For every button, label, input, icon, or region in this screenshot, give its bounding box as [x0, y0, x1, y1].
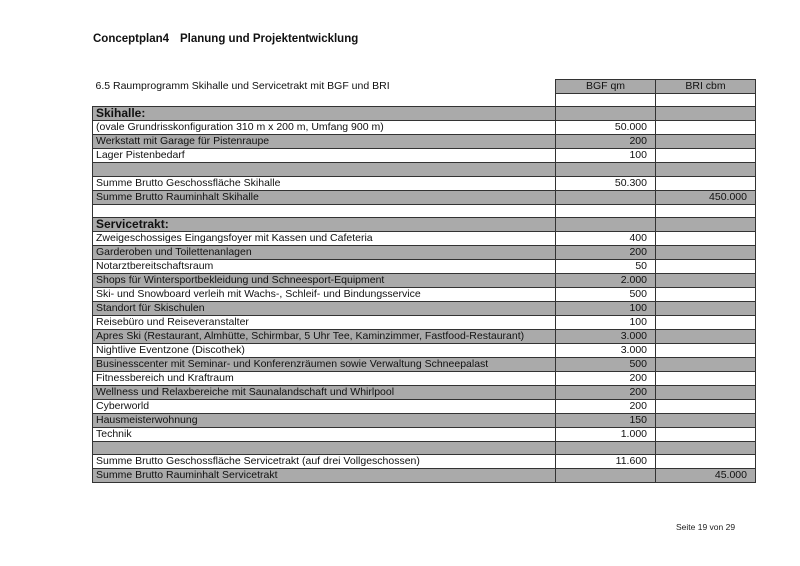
row-bri: [656, 399, 756, 413]
row-label: Businesscenter mit Seminar- und Konferenzräumen sowie Verwaltung Schneepalast: [93, 357, 556, 371]
row-bgf: 11.600: [556, 455, 656, 469]
row-label: Summe Brutto Geschossfläche Servicetrakt (auf drei Vollgeschossen): [93, 455, 556, 469]
document-subtitle: Planung und Projektentwicklung: [180, 33, 359, 45]
row-bri: [656, 301, 756, 315]
row-bgf: 50: [556, 259, 656, 273]
table-row: [93, 149, 756, 163]
row-bgf: 400: [556, 231, 656, 245]
row-bri: 450.000: [656, 190, 756, 204]
row-label: Shops für Wintersportbekleidung und Schneesport-Equipment: [93, 273, 556, 287]
document-name: Conceptplan4: [93, 33, 170, 45]
row-bri: [656, 413, 756, 427]
row-bgf: [556, 94, 656, 107]
row-bri: [656, 259, 756, 273]
table-row: [93, 301, 756, 315]
row-bgf: 200: [556, 371, 656, 385]
table-title: 6.5 Raumprogramm Skihalle und Servicetrakt mit BGF und BRI: [93, 80, 556, 94]
row-label: Cyberworld: [93, 399, 556, 413]
row-bgf: 200: [556, 399, 656, 413]
row-bri: [656, 273, 756, 287]
row-bgf: [556, 441, 656, 454]
row-bri: [656, 427, 756, 441]
row-bri: [656, 329, 756, 343]
table-row: [93, 135, 756, 149]
table-row: [93, 455, 756, 469]
row-bri: [656, 217, 756, 231]
column-header-bri: BRI cbm: [656, 80, 756, 94]
row-label: Werkstatt mit Garage für Pistenraupe: [93, 135, 556, 149]
row-bgf: 200: [556, 135, 656, 149]
row-bgf: 3.000: [556, 343, 656, 357]
row-bgf: 3.000: [556, 329, 656, 343]
table-row: [93, 259, 756, 273]
table-row: [93, 273, 756, 287]
row-bgf: 200: [556, 245, 656, 259]
row-bri: [656, 231, 756, 245]
row-bgf: 200: [556, 385, 656, 399]
table-row: [93, 287, 756, 301]
table-row: [93, 371, 756, 385]
page-number: Seite 19 von 29: [676, 522, 736, 532]
column-header-bgf: BGF qm: [556, 80, 656, 94]
row-label: [93, 441, 556, 454]
row-bri: [656, 94, 756, 107]
row-label: Nightlive Eventzone (Discothek): [93, 343, 556, 357]
table-row: [93, 413, 756, 427]
row-bri: [656, 204, 756, 217]
row-bri: [656, 343, 756, 357]
row-bri: [656, 245, 756, 259]
row-bgf: 500: [556, 357, 656, 371]
row-bri: [656, 121, 756, 135]
row-bgf: 2.000: [556, 273, 656, 287]
row-label: Standort für Skischulen: [93, 301, 556, 315]
row-label: Summe Brutto Geschossfläche Skihalle: [93, 176, 556, 190]
row-bgf: [556, 217, 656, 231]
row-bgf: 50.000: [556, 121, 656, 135]
table-row: [93, 190, 756, 204]
table-row: [93, 176, 756, 190]
row-label: Hausmeisterwohnung: [93, 413, 556, 427]
row-label: Servicetrakt:: [93, 217, 556, 231]
row-label: Technik: [93, 427, 556, 441]
row-bgf: 500: [556, 287, 656, 301]
table-row: [93, 329, 756, 343]
row-label: Lager Pistenbedarf: [93, 149, 556, 163]
row-bgf: 100: [556, 301, 656, 315]
row-bri: [656, 149, 756, 163]
table-row: [93, 231, 756, 245]
row-bri: [656, 455, 756, 469]
table-row: [93, 121, 756, 135]
row-label: Reisebüro und Reiseveranstalter: [93, 315, 556, 329]
section-header-row: [93, 217, 756, 231]
row-bgf: [556, 469, 656, 483]
row-label: [93, 94, 556, 107]
row-label: [93, 163, 556, 176]
row-bri: [656, 287, 756, 301]
table-row: [93, 385, 756, 399]
row-label: Garderoben und Toilettenanlagen: [93, 245, 556, 259]
row-bri: [656, 176, 756, 190]
table-row: [93, 357, 756, 371]
row-bri: [656, 385, 756, 399]
table-row: [93, 94, 756, 107]
row-bri: [656, 371, 756, 385]
table-row: [93, 315, 756, 329]
row-bgf: 1.000: [556, 427, 656, 441]
row-bgf: [556, 204, 656, 217]
row-label: Wellness und Relaxbereiche mit Saunalandschaft und Whirlpool: [93, 385, 556, 399]
table-row: [93, 441, 756, 454]
table-header-row: [93, 80, 756, 94]
table-row: [93, 163, 756, 176]
table-row: [93, 399, 756, 413]
row-bgf: [556, 107, 656, 121]
row-bgf: 150: [556, 413, 656, 427]
row-bri: [656, 135, 756, 149]
row-label: Notarztbereitschaftsraum: [93, 259, 556, 273]
row-label: [93, 204, 556, 217]
table-row: [93, 427, 756, 441]
row-label: Summe Brutto Rauminhalt Skihalle: [93, 190, 556, 204]
row-label: (ovale Grundrisskonfiguration 310 m x 200 m, Umfang 900 m): [93, 121, 556, 135]
row-bri: [656, 357, 756, 371]
row-label: Apres Ski (Restaurant, Almhütte, Schirmbar, 5 Uhr Tee, Kaminzimmer, Fastfood-Restaurant): [93, 329, 556, 343]
row-bri: [656, 441, 756, 454]
row-label: Summe Brutto Rauminhalt Servicetrakt: [93, 469, 556, 483]
section-header-row: [93, 107, 756, 121]
row-bri: [656, 315, 756, 329]
row-bgf: 100: [556, 315, 656, 329]
row-bri: [656, 163, 756, 176]
row-bgf: 50.300: [556, 176, 656, 190]
room-program-table: [92, 79, 756, 483]
table-row: [93, 469, 756, 483]
row-bri: [656, 107, 756, 121]
row-label: Zweigeschossiges Eingangsfoyer mit Kassen und Cafeteria: [93, 231, 556, 245]
table-row: [93, 343, 756, 357]
row-label: Ski- und Snowboard verleih mit Wachs-, Schleif- und Bindungsservice: [93, 287, 556, 301]
table-row: [93, 245, 756, 259]
row-bgf: [556, 163, 656, 176]
row-bgf: [556, 190, 656, 204]
row-label: Skihalle:: [93, 107, 556, 121]
row-bgf: 100: [556, 149, 656, 163]
row-bri: 45.000: [656, 469, 756, 483]
table-row: [93, 204, 756, 217]
row-label: Fitnessbereich und Kraftraum: [93, 371, 556, 385]
